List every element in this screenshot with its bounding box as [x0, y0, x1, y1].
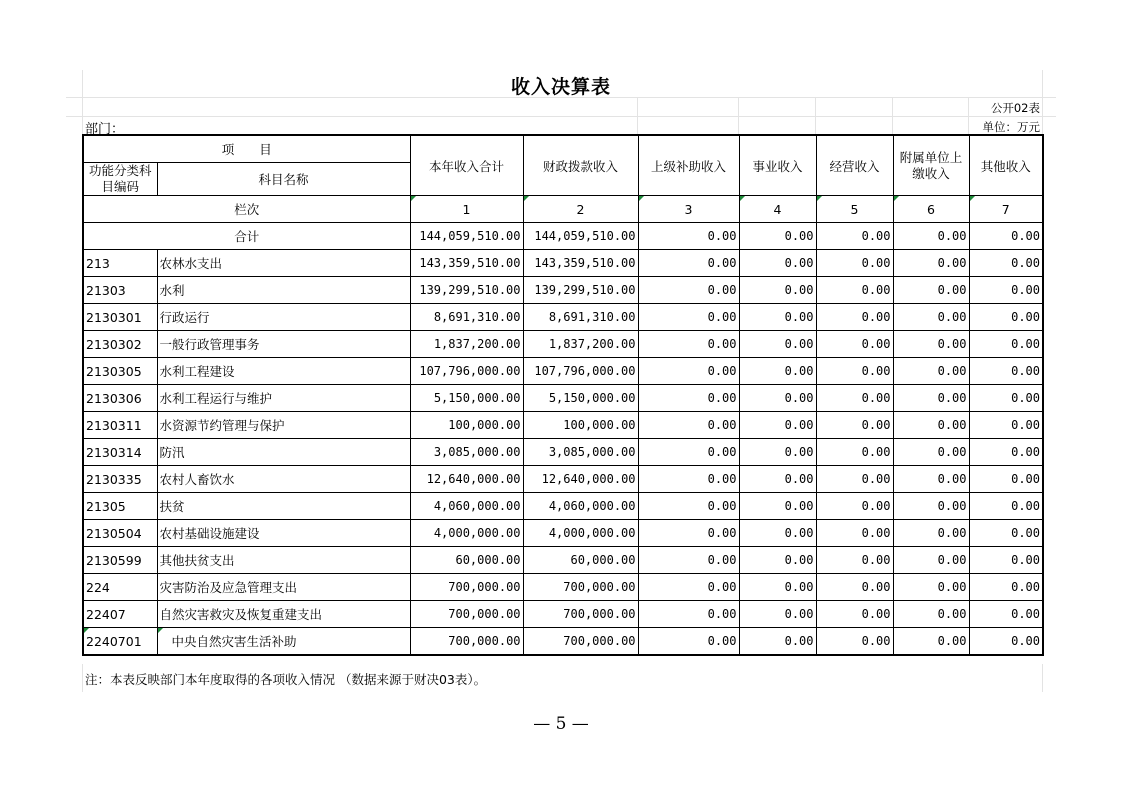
row-code: 22407: [83, 601, 157, 628]
row-value: 0.00: [893, 304, 969, 331]
row-value: 0.00: [893, 412, 969, 439]
row-code: 2130311: [83, 412, 157, 439]
row-value: 0.00: [969, 304, 1043, 331]
row-value: 60,000.00: [523, 547, 638, 574]
row-value: 0.00: [739, 520, 816, 547]
row-name: 水利工程运行与维护: [157, 385, 410, 412]
total-value: 0.00: [739, 223, 816, 250]
column-number: 1: [410, 196, 523, 223]
row-value: 0.00: [816, 304, 893, 331]
row-value: 0.00: [969, 628, 1043, 656]
row-value: 143,359,510.00: [410, 250, 523, 277]
row-value: 0.00: [969, 547, 1043, 574]
total-value: 144,059,510.00: [523, 223, 638, 250]
row-value: 700,000.00: [410, 574, 523, 601]
row-value: 0.00: [893, 466, 969, 493]
row-value: 0.00: [638, 493, 739, 520]
row-value: 700,000.00: [523, 628, 638, 656]
row-value: 0.00: [739, 304, 816, 331]
row-code: 2130302: [83, 331, 157, 358]
row-code: 2240701: [83, 628, 157, 656]
row-value: 700,000.00: [410, 628, 523, 656]
row-name: 农村人畜饮水: [157, 466, 410, 493]
gridline: [66, 116, 1056, 117]
total-value: 0.00: [969, 223, 1043, 250]
gridline: [82, 664, 83, 692]
total-value: 0.00: [816, 223, 893, 250]
department-label: 部门：: [85, 122, 125, 137]
row-value: 0.00: [969, 385, 1043, 412]
row-value: 4,060,000.00: [523, 493, 638, 520]
total-value: 0.00: [638, 223, 739, 250]
table-row: [83, 358, 1043, 385]
row-name: 一般行政管理事务: [157, 331, 410, 358]
header-col-7: 其他收入: [969, 135, 1043, 196]
table-row: [83, 250, 1043, 277]
row-value: 143,359,510.00: [523, 250, 638, 277]
row-value: 0.00: [739, 358, 816, 385]
income-table: [82, 134, 1044, 656]
row-value: 0.00: [893, 520, 969, 547]
row-value: 60,000.00: [410, 547, 523, 574]
row-name: 灾害防治及应急管理支出: [157, 574, 410, 601]
page-title: 收入决算表: [510, 76, 611, 98]
table-row: [83, 439, 1043, 466]
row-value: 8,691,310.00: [523, 304, 638, 331]
footnote: 注：本表反映部门本年度取得的各项收入情况 （数据来源于财决03表）。: [85, 672, 487, 687]
row-name: 水资源节约管理与保护: [157, 412, 410, 439]
table-row: [83, 628, 1043, 656]
table-row: [83, 331, 1043, 358]
row-value: 0.00: [638, 466, 739, 493]
gridline: [968, 97, 969, 134]
row-value: 0.00: [638, 520, 739, 547]
row-value: 100,000.00: [523, 412, 638, 439]
row-value: 0.00: [739, 439, 816, 466]
row-value: 3,085,000.00: [410, 439, 523, 466]
row-name: 扶贫: [157, 493, 410, 520]
row-value: 0.00: [638, 385, 739, 412]
row-value: 0.00: [816, 358, 893, 385]
table-row: [83, 493, 1043, 520]
row-value: 0.00: [638, 574, 739, 601]
table-row: [83, 304, 1043, 331]
row-name: 农村基础设施建设: [157, 520, 410, 547]
row-name: 其他扶贫支出: [157, 547, 410, 574]
row-code: 2130504: [83, 520, 157, 547]
table-row: [83, 520, 1043, 547]
row-value: 0.00: [816, 277, 893, 304]
row-value: 12,640,000.00: [523, 466, 638, 493]
row-name: 水利工程建设: [157, 358, 410, 385]
row-value: 0.00: [969, 331, 1043, 358]
row-value: 0.00: [638, 304, 739, 331]
row-value: 0.00: [969, 439, 1043, 466]
row-value: 0.00: [638, 547, 739, 574]
row-value: 0.00: [816, 628, 893, 656]
row-name: 农林水支出: [157, 250, 410, 277]
column-number: 4: [739, 196, 816, 223]
row-code: 2130301: [83, 304, 157, 331]
row-value: 0.00: [893, 439, 969, 466]
row-code: 213: [83, 250, 157, 277]
row-value: 0.00: [816, 601, 893, 628]
row-code: 224: [83, 574, 157, 601]
row-value: 0.00: [893, 493, 969, 520]
row-value: 1,837,200.00: [410, 331, 523, 358]
row-value: 0.00: [969, 601, 1043, 628]
row-value: 0.00: [893, 277, 969, 304]
row-value: 0.00: [893, 358, 969, 385]
row-name: 防汛: [157, 439, 410, 466]
row-value: 0.00: [816, 331, 893, 358]
row-name: 行政运行: [157, 304, 410, 331]
row-value: 0.00: [969, 574, 1043, 601]
row-value: 0.00: [638, 628, 739, 656]
header-col-5: 经营收入: [816, 135, 893, 196]
row-code: 2130335: [83, 466, 157, 493]
row-value: 0.00: [638, 277, 739, 304]
row-value: 0.00: [739, 628, 816, 656]
table-row: [83, 466, 1043, 493]
row-code: 21305: [83, 493, 157, 520]
row-value: 8,691,310.00: [410, 304, 523, 331]
gridline: [815, 97, 816, 134]
row-value: 0.00: [638, 439, 739, 466]
column-number: 5: [816, 196, 893, 223]
row-value: 0.00: [739, 601, 816, 628]
header-col-2: 财政拨款收入: [523, 135, 638, 196]
table-row: [83, 385, 1043, 412]
row-value: 0.00: [893, 331, 969, 358]
column-number-row: [83, 196, 1043, 223]
header-name: 科目名称: [157, 163, 410, 196]
row-value: 100,000.00: [410, 412, 523, 439]
table-row: [83, 574, 1043, 601]
row-value: 0.00: [638, 601, 739, 628]
row-value: 0.00: [739, 493, 816, 520]
column-number: 3: [638, 196, 739, 223]
row-value: 0.00: [969, 277, 1043, 304]
column-number: 7: [969, 196, 1043, 223]
row-value: 0.00: [816, 547, 893, 574]
row-value: 0.00: [893, 250, 969, 277]
row-value: 0.00: [739, 277, 816, 304]
row-value: 700,000.00: [523, 601, 638, 628]
row-name: 自然灾害救灾及恢复重建支出: [157, 601, 410, 628]
gridline: [892, 97, 893, 134]
row-value: 107,796,000.00: [523, 358, 638, 385]
row-value: 0.00: [739, 574, 816, 601]
row-value: 0.00: [816, 250, 893, 277]
total-row: [83, 223, 1043, 250]
row-value: 0.00: [638, 358, 739, 385]
row-value: 5,150,000.00: [523, 385, 638, 412]
row-code: 2130305: [83, 358, 157, 385]
header-col-4: 事业收入: [739, 135, 816, 196]
row-code: 2130314: [83, 439, 157, 466]
row-value: 0.00: [739, 331, 816, 358]
row-value: 0.00: [638, 250, 739, 277]
row-value: 4,000,000.00: [410, 520, 523, 547]
row-value: 0.00: [893, 574, 969, 601]
row-name: 水利: [157, 277, 410, 304]
row-value: 0.00: [739, 385, 816, 412]
gridline: [1042, 664, 1043, 692]
header-col-6: 附属单位上缴收入: [893, 135, 969, 196]
row-value: 0.00: [969, 466, 1043, 493]
header-code: 功能分类科目编码: [83, 163, 157, 196]
unit-label: 单位：万元: [982, 120, 1040, 134]
row-value: 1,837,200.00: [523, 331, 638, 358]
row-value: 0.00: [638, 331, 739, 358]
table-row: [83, 277, 1043, 304]
gridline: [738, 97, 739, 134]
column-number: 2: [523, 196, 638, 223]
row-value: 0.00: [893, 601, 969, 628]
row-value: 0.00: [638, 412, 739, 439]
row-name: 中央自然灾害生活补助: [157, 628, 410, 656]
row-value: 0.00: [893, 385, 969, 412]
row-value: 0.00: [739, 466, 816, 493]
row-value: 3,085,000.00: [523, 439, 638, 466]
row-value: 700,000.00: [523, 574, 638, 601]
row-value: 5,150,000.00: [410, 385, 523, 412]
header-col-3: 上级补助收入: [638, 135, 739, 196]
row-code: 2130306: [83, 385, 157, 412]
row-value: 0.00: [816, 439, 893, 466]
total-value: 0.00: [893, 223, 969, 250]
row-value: 139,299,510.00: [410, 277, 523, 304]
row-code: 2130599: [83, 547, 157, 574]
row-value: 0.00: [816, 574, 893, 601]
row-value: 0.00: [816, 493, 893, 520]
header-col-1: 本年收入合计: [410, 135, 523, 196]
row-value: 0.00: [816, 385, 893, 412]
row-value: 0.00: [739, 250, 816, 277]
table-row: [83, 547, 1043, 574]
row-code: 21303: [83, 277, 157, 304]
row-value: 0.00: [816, 520, 893, 547]
row-value: 0.00: [969, 493, 1043, 520]
row-value: 0.00: [969, 520, 1043, 547]
row-value: 0.00: [739, 547, 816, 574]
row-value: 107,796,000.00: [410, 358, 523, 385]
header-item: 项 目: [83, 135, 410, 163]
column-number: 6: [893, 196, 969, 223]
table-row: [83, 412, 1043, 439]
total-value: 144,059,510.00: [410, 223, 523, 250]
gridline: [637, 97, 638, 134]
page-number: — 5 —: [533, 714, 589, 734]
row-value: 0.00: [969, 412, 1043, 439]
row-value: 12,640,000.00: [410, 466, 523, 493]
row-value: 139,299,510.00: [523, 277, 638, 304]
row-value: 0.00: [816, 466, 893, 493]
row-value: 0.00: [893, 628, 969, 656]
total-label: 合计: [83, 223, 410, 250]
column-number-label: 栏次: [83, 196, 410, 223]
row-value: 4,060,000.00: [410, 493, 523, 520]
row-value: 0.00: [969, 250, 1043, 277]
row-value: 700,000.00: [410, 601, 523, 628]
row-value: 4,000,000.00: [523, 520, 638, 547]
row-value: 0.00: [816, 412, 893, 439]
row-value: 0.00: [969, 358, 1043, 385]
doc-code: 公开02表: [990, 101, 1040, 115]
row-value: 0.00: [893, 547, 969, 574]
table-row: [83, 601, 1043, 628]
row-value: 0.00: [739, 412, 816, 439]
